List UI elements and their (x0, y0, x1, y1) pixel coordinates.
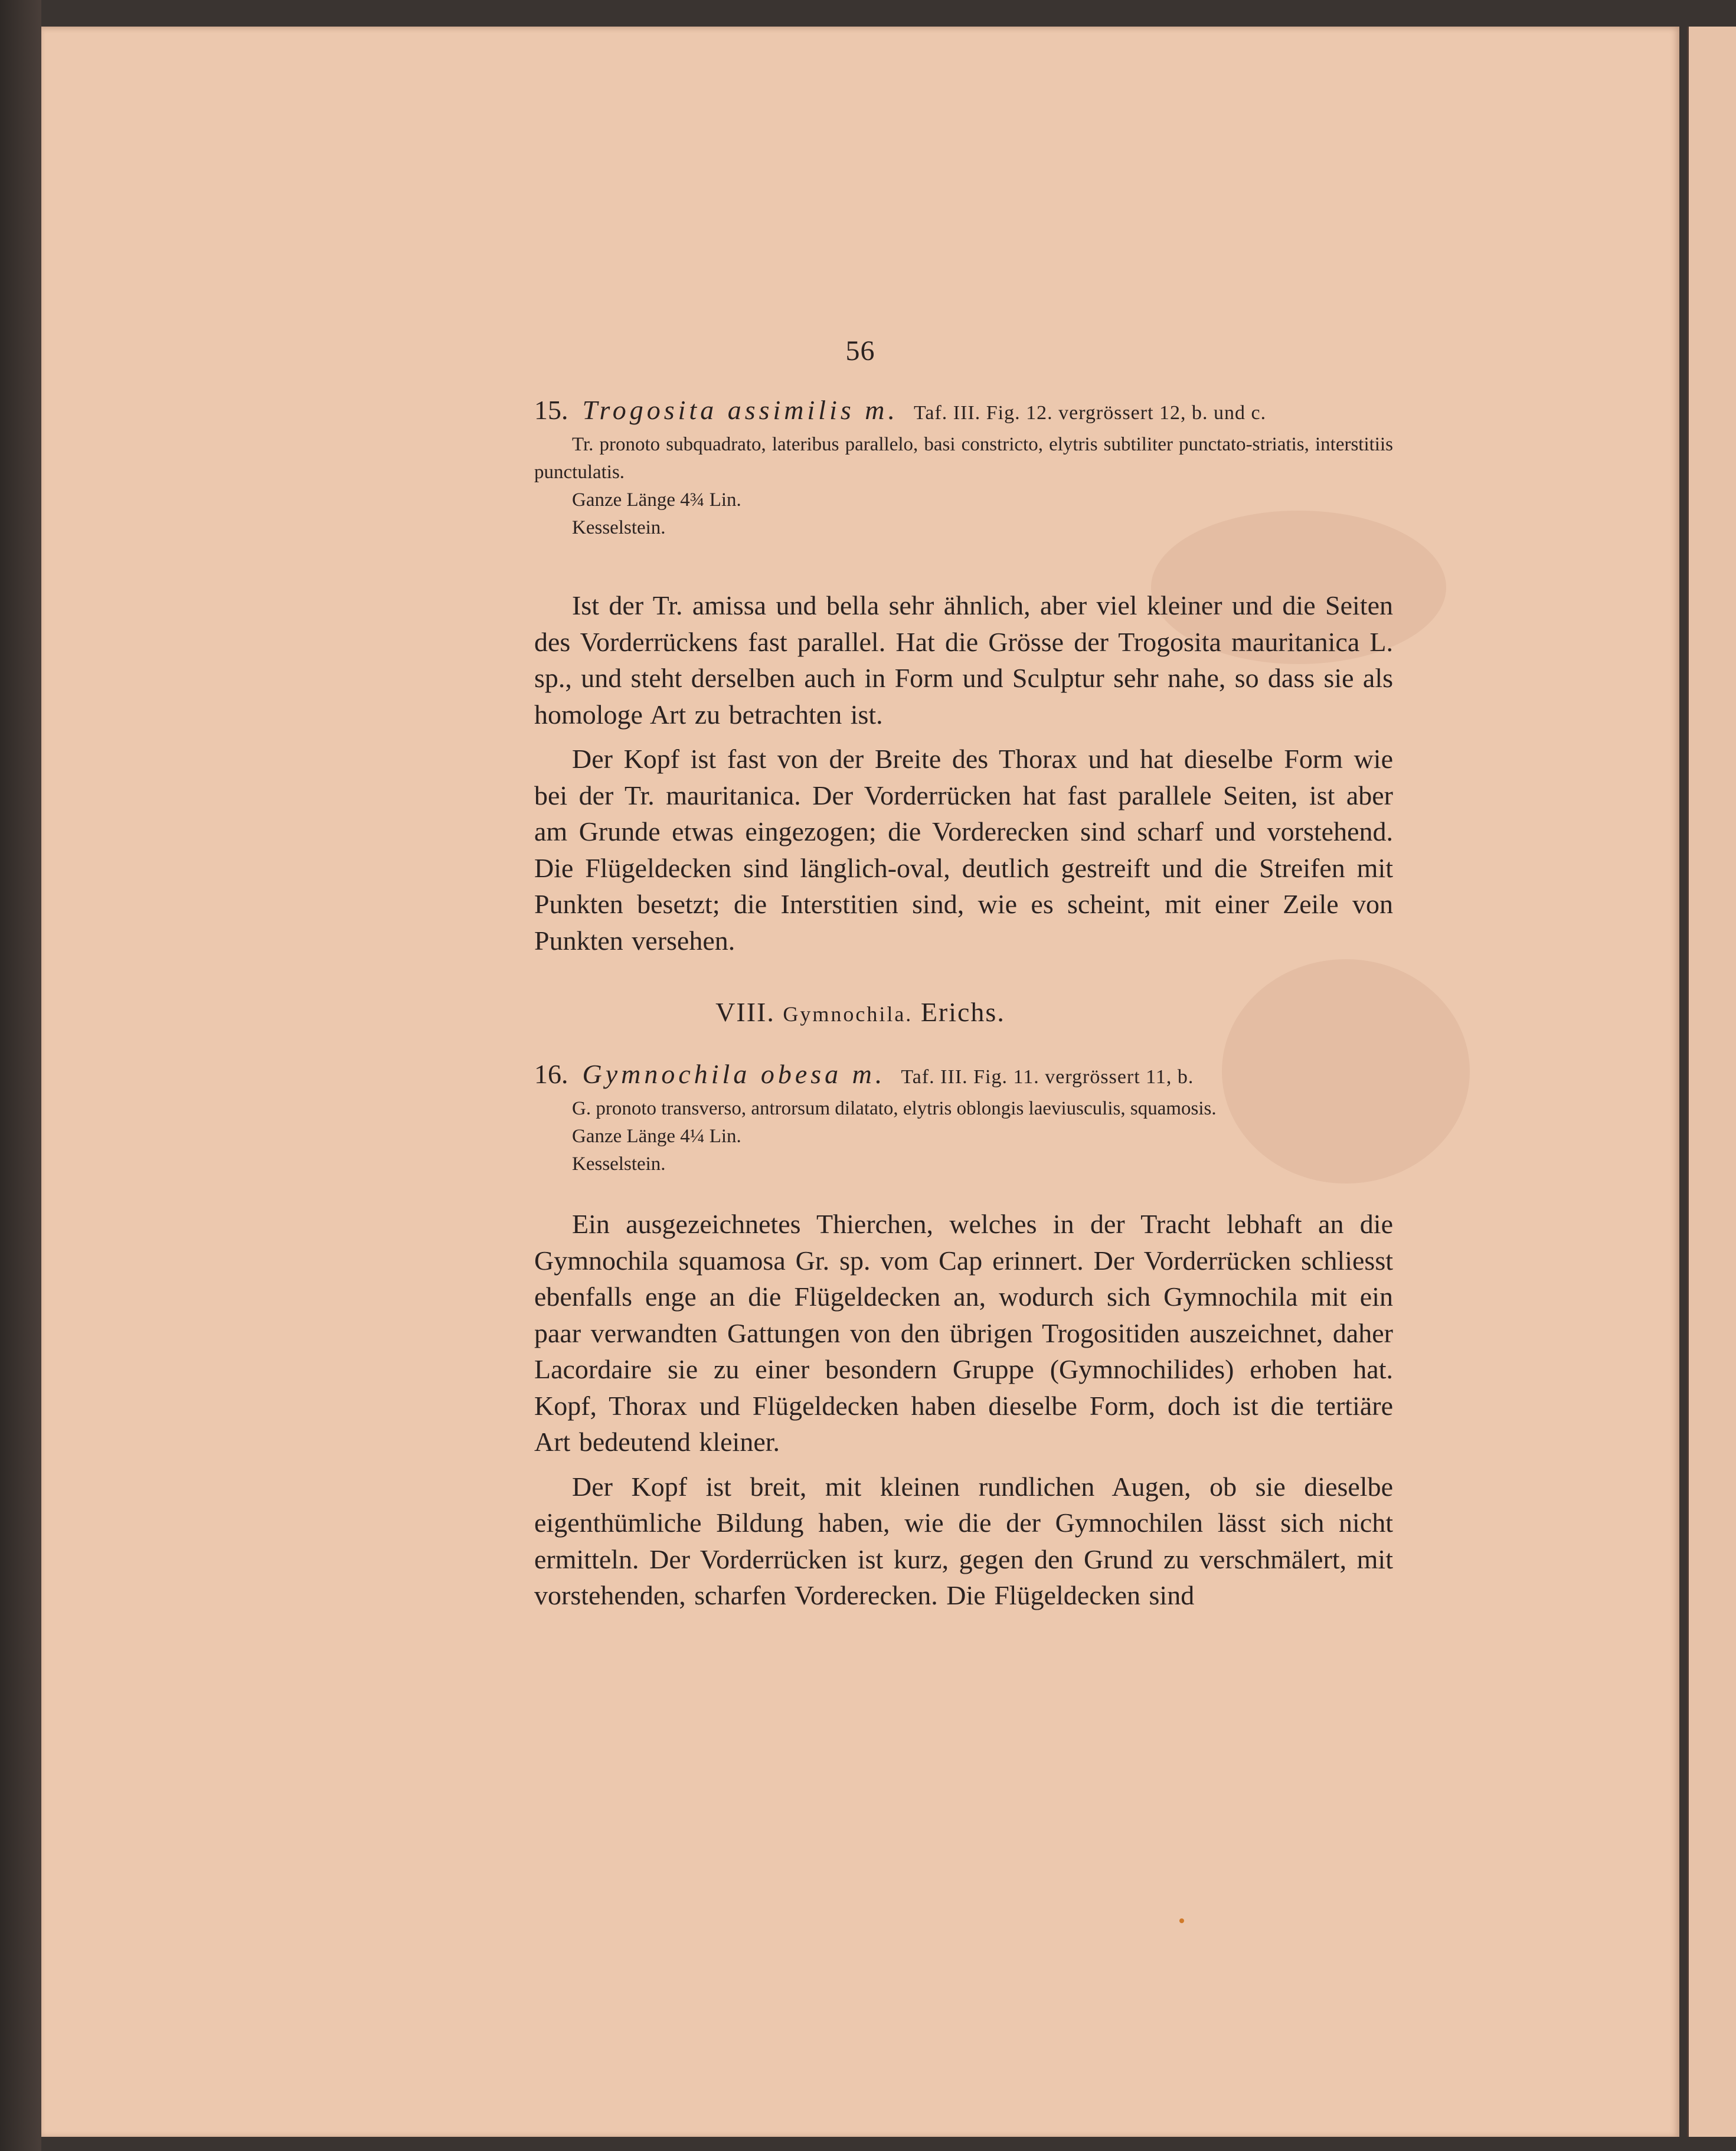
species-name: Trogosita assimilis m. (582, 395, 898, 425)
species-name: Gymnochila obesa m. (582, 1059, 886, 1089)
paragraph: Der Kopf ist breit, mit kleinen rundlichen Augen, ob sie dieselbe eigenthümliche Bildung haben, wie die der Gymnochilen lässt sich nicht ermitteln. Der Vorderrücken ist kurz, gegen den Grund zu verschmälert, mit vorstehenden, scharfen Vorderecken. Die Flügeldecken sind (534, 1471, 1393, 1610)
paper-spot (1179, 1918, 1184, 1923)
latin-diagnosis: Tr. pronoto subquadrato, lateribus parallelo, basi constricto, elytris subtiliter punctato-striatis, interstitiis punctulatis. (534, 434, 1393, 483)
entry-16-heading (534, 1057, 1393, 1095)
entry-15-heading (534, 393, 1393, 431)
total-length: Ganze Länge 4¼ Lin. (572, 1126, 741, 1147)
body-text-1 (534, 587, 1393, 967)
locality: Kesselstein. (572, 517, 666, 538)
locality: Kesselstein. (572, 1153, 666, 1175)
plate-reference: Taf. III. Fig. 11. vergrössert 11, b. (901, 1066, 1194, 1088)
adjacent-page-edge (1687, 27, 1736, 2137)
entry-number: 16. (534, 1059, 568, 1089)
total-length: Ganze Länge 4¾ Lin. (572, 489, 741, 511)
body-text-2 (534, 1206, 1393, 1622)
section-heading (41, 995, 1679, 1032)
plate-reference: Taf. III. Fig. 12. vergrössert 12, b. und c. (913, 402, 1267, 424)
page-number: 56 (845, 335, 875, 367)
book-page (41, 27, 1679, 2137)
paragraph: Ist der Tr. amissa und bella sehr ähnlich, aber viel kleiner und die Seiten des Vorderrückens fast parallel. Hat die Grösse der Trogosita mauritanica L. sp., und steht derselben auch in Form und Sculptur sehr nahe, so dass sie als homologe Art zu betrachten ist. (534, 590, 1393, 730)
scan-background-left (0, 0, 41, 2151)
genus-author: Erichs. (920, 997, 1005, 1027)
section-numeral: VIII. (715, 997, 775, 1027)
latin-diagnosis: G. pronoto transverso, antrorsum dilatato, elytris oblongis laeviusculis, squamosis. (572, 1098, 1217, 1119)
entry-15 (534, 393, 1393, 542)
entry-16 (534, 1057, 1393, 1178)
paragraph: Ein ausgezeichnetes Thierchen, welches in der Tracht lebhaft an die Gymnochila squamosa Gr. sp. vom Cap erinnert. Der Vorderrücken schliesst ebenfalls enge an die Flügeldecken an, wodurch sich Gymnochila mit ein paar verwandten Gattungen von den übrigen Trogositiden auszeichnet, daher Lacordaire sie zu einer besondern Gruppe (Gymnochilides) erhoben hat. Kopf, Thorax und Flügeldecken haben dieselbe Form, doch ist die tertiäre Art bedeutend kleiner. (534, 1209, 1393, 1457)
genus-name: Gymnochila. (783, 1002, 913, 1026)
entry-number: 15. (534, 395, 568, 425)
paragraph: Der Kopf ist fast von der Breite des Thorax und hat dieselbe Form wie bei der Tr. mauritanica. Der Vorderrücken hat fast parallele Seiten, ist aber am Grunde etwas eingezogen; die Vorderecken sind scharf und vorstehend. Die Flügeldecken sind länglich-oval, deutlich gestreift und die Streifen mit Punkten besetzt; die Interstitien sind, wie es scheint, mit einer Zeile von Punkten versehen. (534, 744, 1393, 956)
